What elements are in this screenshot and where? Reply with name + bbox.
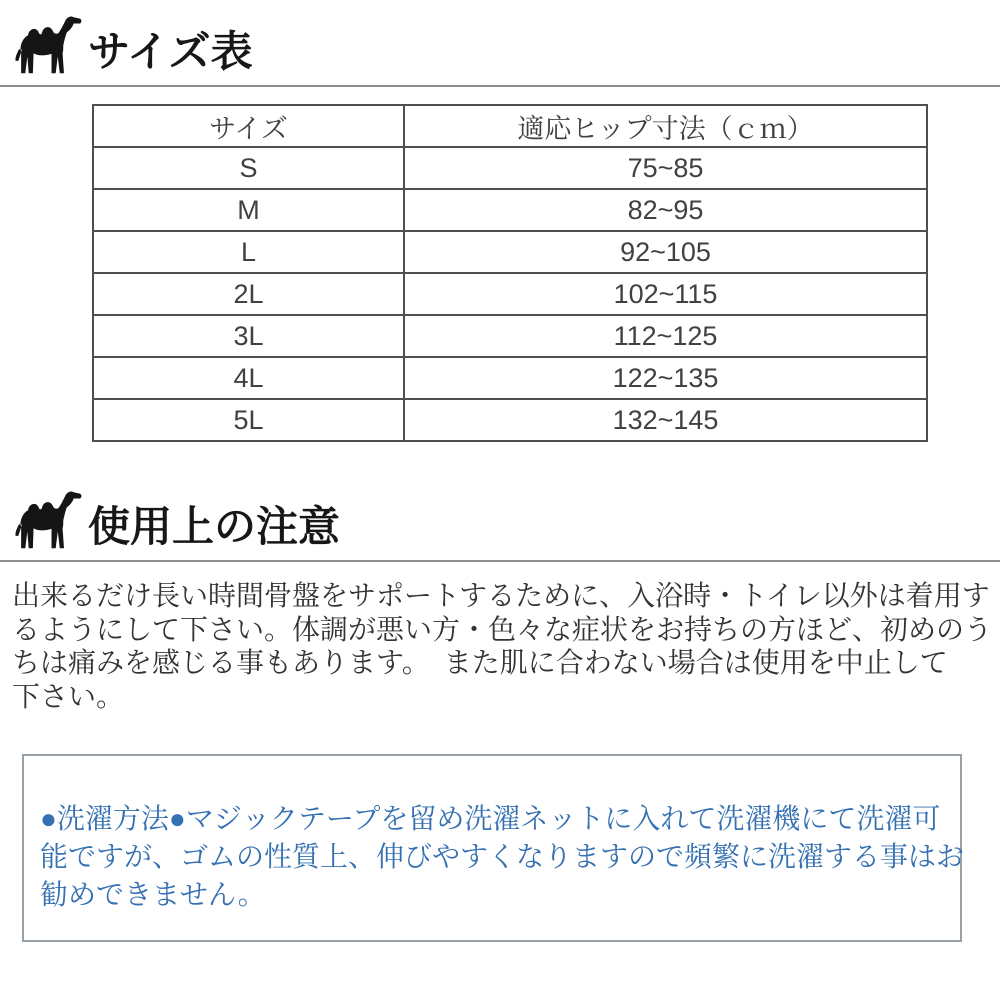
washing-instructions-line: 能ですが、ゴムの性質上、伸びやすくなりますので頻繁に洗濯する事はお: [40, 841, 965, 872]
hip-cell: 92~105: [404, 231, 927, 273]
hip-cell: 132~145: [404, 399, 927, 441]
table-row: [93, 273, 927, 315]
size-cell: S: [93, 147, 404, 189]
size-section-title: サイズ表: [88, 28, 253, 75]
size-cell: 4L: [93, 357, 404, 399]
size-cell: 2L: [93, 273, 404, 315]
table-row: [93, 399, 927, 441]
camel-icon: [8, 9, 84, 85]
table-row: [93, 357, 927, 399]
usage-notes-line: 下さい。: [12, 680, 125, 712]
table-row: [93, 189, 927, 231]
size-cell: L: [93, 231, 404, 273]
size-cell: 3L: [93, 315, 404, 357]
table-row: [93, 231, 927, 273]
size-cell: M: [93, 189, 404, 231]
camel-icon: [8, 484, 84, 560]
washing-instructions-box: [22, 754, 965, 942]
usage-notes-line: るようにして下さい。体調が悪い方・色々な症状をお持ちの方ほど、初めのう: [12, 613, 993, 645]
hip-column-header: 適応ヒップ寸法（ｃｍ）: [404, 105, 927, 147]
size-cell: 5L: [93, 399, 404, 441]
caution-section-header: [0, 479, 1000, 562]
size-column-header: サイズ: [93, 105, 404, 147]
hip-cell: 112~125: [404, 315, 927, 357]
table-row: [93, 315, 927, 357]
usage-notes-line: ちは痛みを感じる事もあります。 また肌に合わない場合は使用を中止して: [12, 647, 948, 678]
caution-section-title: 使用上の注意: [88, 503, 341, 550]
hip-cell: 82~95: [404, 189, 927, 231]
hip-cell: 75~85: [404, 147, 927, 189]
size-table-header-row: [93, 105, 927, 147]
usage-notes-line: 出来るだけ長い時間骨盤をサポートするために、入浴時・トイレ以外は着用す: [12, 580, 990, 611]
usage-notes-paragraph: [12, 579, 997, 713]
hip-cell: 122~135: [404, 357, 927, 399]
size-section-header: [0, 6, 1000, 87]
hip-cell: 102~115: [404, 273, 927, 315]
washing-instructions-line: ●洗濯方法●マジックテープを留め洗濯ネットに入れて洗濯機にて洗濯可: [40, 803, 941, 834]
size-table: [92, 104, 928, 442]
table-row: [93, 147, 927, 189]
washing-instructions-line: 勧めできません。: [40, 879, 266, 910]
